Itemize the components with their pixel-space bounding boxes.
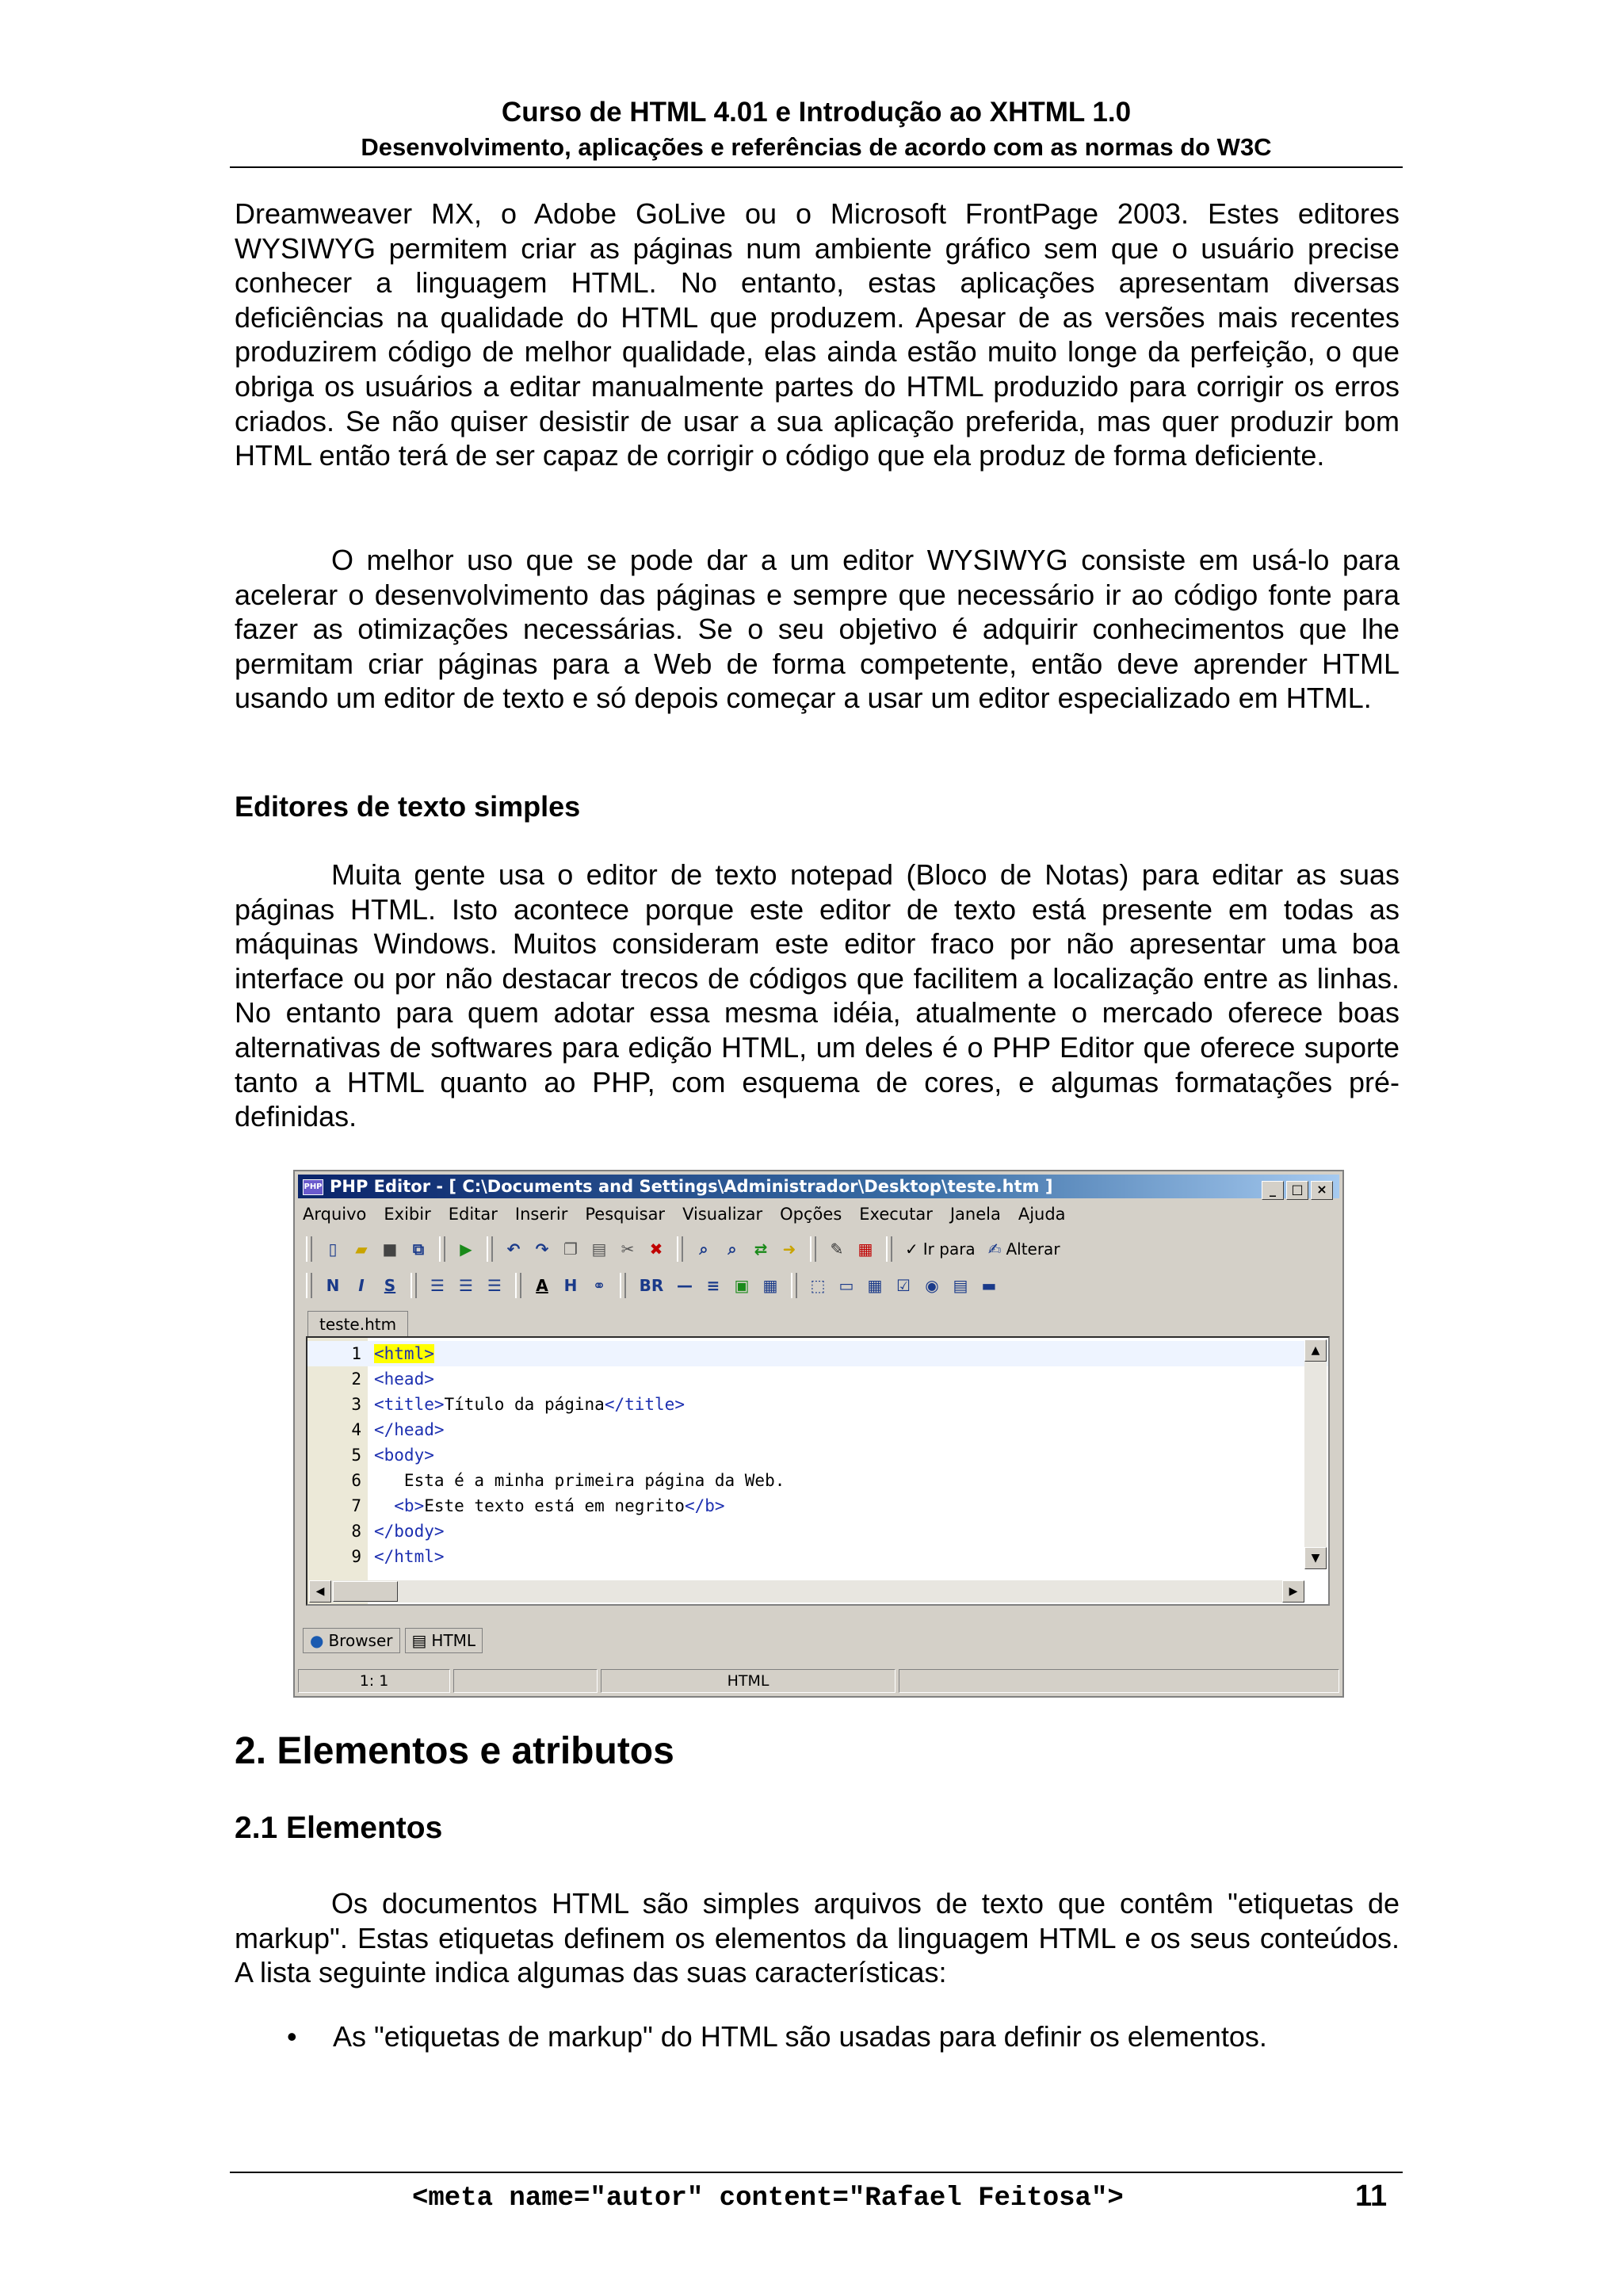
image-icon[interactable]: ▣ <box>734 1276 750 1295</box>
cut-icon[interactable]: ✂ <box>621 1240 635 1259</box>
line-break-icon[interactable]: BR <box>639 1276 664 1295</box>
code-text: Esta é a minha primeira página da Web. <box>374 1471 785 1490</box>
code-line <box>307 1544 1328 1569</box>
toolbar-grip <box>886 1236 892 1262</box>
line-number: 4 <box>351 1420 361 1439</box>
header-rule <box>230 166 1403 168</box>
listbox-icon[interactable]: ▤ <box>953 1276 968 1295</box>
goto-button[interactable] <box>902 1240 979 1259</box>
footer-code: <meta name="autor" content="Rafael Feitosa"> <box>412 2183 1124 2214</box>
horizontal-rule-icon[interactable]: — <box>677 1276 693 1295</box>
line-code <box>374 1493 725 1519</box>
code-text: Este texto está em negrito <box>424 1496 685 1515</box>
line-code <box>374 1366 434 1392</box>
paragraph-4: Os documentos HTML são simples arquivos de texto que contêm "etiquetas de markup". Estas etiquetas definem os elementos da linguagem HTML e os seus conteúdos. A lista seguinte indica algumas das suas características: <box>235 1887 1400 1989</box>
button-icon[interactable]: ▬ <box>981 1276 997 1295</box>
footer-rule <box>230 2172 1403 2173</box>
alter-label: Alterar <box>1006 1240 1060 1259</box>
close-button[interactable]: × <box>1311 1181 1333 1200</box>
align-left-icon[interactable]: ☰ <box>430 1276 445 1295</box>
code-tag-close: </b> <box>684 1496 725 1515</box>
italic-icon[interactable]: I <box>358 1276 365 1295</box>
menu-executar[interactable]: Executar <box>859 1205 933 1224</box>
goto-label: Ir para <box>922 1240 976 1259</box>
align-center-icon[interactable]: ☰ <box>459 1276 473 1295</box>
heading-icon[interactable]: H <box>563 1276 578 1295</box>
line-number: 5 <box>351 1446 361 1465</box>
vertical-scrollbar[interactable] <box>1304 1339 1327 1569</box>
toolbar-grip <box>810 1236 816 1262</box>
heading-elementos: 2.1 Elementos <box>235 1811 443 1845</box>
line-number: 1 <box>351 1344 361 1363</box>
code-tag-open: <html> <box>374 1344 434 1363</box>
replace-icon[interactable]: ⇄ <box>754 1240 768 1259</box>
paragraph-2: O melhor uso que se pode dar a um editor WYSIWYG consiste em usá-lo para acelerar o desenvolvimento das páginas e sempre que necessário ir ao código fonte para fazer as otimizações necessárias. Se o seu objetivo é adquirir conhecimentos que lhe permitam criar páginas para a Web de forma competente, então deve aprender HTML usando um editor de texto e só depois começar a usar um editor especializado em HTML. <box>235 544 1400 715</box>
php-editor-screenshot <box>293 1170 1344 1698</box>
toolbar-grip <box>306 1236 312 1262</box>
line-code <box>374 1544 445 1569</box>
undo-icon[interactable]: ↶ <box>506 1240 521 1259</box>
horizontal-scrollbar[interactable] <box>309 1580 1304 1603</box>
font-color-icon[interactable]: A <box>536 1276 548 1295</box>
scroll-right-icon[interactable]: ▶ <box>1282 1580 1304 1603</box>
image-link-icon[interactable]: ⚭ <box>592 1276 606 1295</box>
edit-pen-icon: ✍ <box>987 1240 1002 1259</box>
line-code <box>374 1442 434 1468</box>
status-empty-panel <box>453 1669 598 1693</box>
bold-icon[interactable]: N <box>326 1276 340 1295</box>
code-text: Título da página <box>444 1395 605 1414</box>
tab-browser[interactable] <box>303 1628 400 1653</box>
menu-bar <box>303 1205 1066 1224</box>
toolbar-grip <box>411 1273 417 1298</box>
view-tabs <box>303 1628 483 1653</box>
file-tabs <box>307 1311 408 1338</box>
tab-browser-label: Browser <box>328 1631 393 1650</box>
scroll-up-icon[interactable]: ▲ <box>1304 1339 1327 1362</box>
paragraph-1: Dreamweaver MX, o Adobe GoLive ou o Microsoft FrontPage 2003. Estes editores WYSIWYG permitem criar as páginas num ambiente gráfico sem que o usuário precise conhecer a linguagem HTML. No entanto, estas aplicações apresentam diversas deficiências na qualidade do HTML que produzem. Apesar de as versões mais recentes produzirem código de melhor qualidade, elas ainda estão muito longe da perfeição, o que obriga os usuários a editar manualmente partes do HTML produzido para corrigir os erros criados. Se não quiser desistir de usar a sua aplicação preferida, mas quer produzir bom HTML então terá de ser capaz de corrigir o código que ela produz de forma deficiente. <box>235 197 1400 472</box>
minimize-button[interactable]: _ <box>1262 1181 1284 1200</box>
code-tag-open: </body> <box>374 1522 445 1541</box>
code-line <box>307 1442 1328 1468</box>
line-number: 9 <box>351 1547 361 1566</box>
radio-icon[interactable]: ◉ <box>925 1276 939 1295</box>
globe-icon: ● <box>310 1631 324 1650</box>
underline-icon[interactable]: S <box>384 1276 396 1295</box>
tab-teste-htm[interactable]: teste.htm <box>307 1311 408 1337</box>
line-number: 3 <box>351 1395 361 1414</box>
toolbar-grip <box>439 1236 445 1262</box>
delete-icon[interactable]: ✖ <box>649 1240 663 1259</box>
code-tag-open: </html> <box>374 1547 445 1566</box>
menu-ajuda[interactable]: Ajuda <box>1018 1205 1066 1224</box>
status-mode: HTML <box>601 1669 896 1693</box>
document-icon: ▤ <box>411 1631 427 1650</box>
tab-html-label: HTML <box>431 1631 476 1650</box>
toolbar-grip <box>620 1273 626 1298</box>
align-right-icon[interactable]: ☰ <box>487 1276 502 1295</box>
menu-inserir[interactable]: Inserir <box>514 1205 568 1224</box>
paste-icon[interactable]: ▤ <box>591 1240 607 1259</box>
line-number: 6 <box>351 1471 361 1490</box>
code-tag-open: <head> <box>374 1370 434 1389</box>
toolbar-grip <box>515 1273 521 1298</box>
menu-janela[interactable]: Janela <box>949 1205 1001 1224</box>
line-code <box>374 1468 785 1493</box>
alter-button[interactable] <box>985 1240 1064 1259</box>
code-lines <box>307 1341 1328 1569</box>
checkbox-icon[interactable]: ☑ <box>896 1276 911 1295</box>
bullet-marker: • <box>287 2020 297 2053</box>
run-icon[interactable]: ▶ <box>460 1240 472 1259</box>
code-editor[interactable] <box>306 1336 1330 1606</box>
line-number: 7 <box>351 1496 361 1515</box>
menu-opcoes[interactable]: Opções <box>780 1205 842 1224</box>
heading-elementos-e-atributos: 2. Elementos e atributos <box>235 1730 674 1772</box>
editor-title-bar <box>298 1175 1339 1198</box>
menu-exibir[interactable]: Exibir <box>384 1205 431 1224</box>
scroll-down-icon[interactable]: ▼ <box>1304 1547 1327 1569</box>
status-cursor-position: 1: 1 <box>298 1669 450 1693</box>
toolbar-grip <box>677 1236 683 1262</box>
redo-icon[interactable]: ↷ <box>535 1240 549 1259</box>
find-icon[interactable]: ⌕ <box>699 1240 708 1259</box>
php-app-icon: PHP <box>303 1179 323 1195</box>
editor-window-title: PHP Editor - [ C:\Documents and Settings\Administrador\Desktop\teste.htm ] <box>330 1177 1053 1196</box>
horizontal-scroll-thumb[interactable] <box>333 1581 398 1602</box>
scroll-left-icon[interactable]: ◀ <box>309 1580 331 1603</box>
code-tag-open: <title> <box>374 1395 445 1414</box>
toolbar-grip <box>791 1273 797 1298</box>
line-code <box>374 1341 434 1366</box>
code-line <box>307 1392 1328 1417</box>
menu-editar[interactable]: Editar <box>448 1205 498 1224</box>
find-next-icon[interactable]: ⌕ <box>727 1240 737 1259</box>
save-icon[interactable]: ■ <box>382 1240 398 1259</box>
code-tag-open: <b> <box>374 1496 425 1515</box>
header-title: Curso de HTML 4.01 e Introdução ao XHTML 1.0 <box>501 97 1132 128</box>
toolbar-format <box>303 1270 1000 1301</box>
header-subtitle: Desenvolvimento, aplicações e referências de acordo com as normas do W3C <box>361 133 1272 161</box>
line-number: 2 <box>351 1370 361 1389</box>
line-number: 8 <box>351 1522 361 1541</box>
code-line <box>307 1493 1328 1519</box>
grid-icon[interactable]: ▦ <box>867 1276 883 1295</box>
section-subheading: Editores de texto simples <box>235 790 581 823</box>
code-line <box>307 1468 1328 1493</box>
form-icon[interactable]: ⬚ <box>810 1276 826 1295</box>
code-line <box>307 1417 1328 1442</box>
menu-pesquisar[interactable]: Pesquisar <box>585 1205 666 1224</box>
line-code <box>374 1417 445 1442</box>
open-folder-icon[interactable]: ▰ <box>355 1240 368 1259</box>
paragraph-3: Muita gente usa o editor de texto notepad (Bloco de Notas) para editar as suas páginas HTML. Isto acontece porque este editor de texto está presente em todas as máquinas Windows. Muitos consideram este editor fraco por não apresentar uma boa interface ou por não destacar trecos de códigos que facilitem a localização entre as linhas. No entanto para quem adotar essa mesma idéia, atualmente o mercado oferece boas alternativas de softwares para edição HTML, um deles é o PHP Editor que oferece suporte tanto a HTML quanto ao PHP, com esquema de cores, e algumas formatações pré-definidas. <box>235 858 1400 1133</box>
code-line <box>307 1366 1328 1392</box>
table-icon[interactable]: ▦ <box>762 1276 778 1295</box>
code-line <box>307 1341 1328 1366</box>
status-empty-panel-2 <box>899 1669 1339 1693</box>
maximize-button[interactable]: □ <box>1286 1181 1308 1200</box>
color-icon[interactable]: ▦ <box>857 1240 873 1259</box>
save-all-icon[interactable]: ⧉ <box>412 1240 425 1259</box>
toolbar-grip <box>306 1273 312 1298</box>
goto-icon[interactable]: ➜ <box>782 1240 796 1259</box>
code-tag-open: <body> <box>374 1446 434 1465</box>
tab-html[interactable] <box>405 1628 483 1653</box>
line-code <box>374 1392 685 1417</box>
status-bar <box>298 1669 1339 1693</box>
menu-visualizar[interactable]: Visualizar <box>682 1205 763 1224</box>
menu-arquivo[interactable]: Arquivo <box>303 1205 367 1224</box>
list-icon[interactable]: ≡ <box>706 1276 720 1295</box>
copy-icon[interactable]: ❐ <box>563 1240 578 1259</box>
new-file-icon[interactable]: ▯ <box>328 1240 338 1259</box>
bullet-item-1: As "etiquetas de markup" do HTML são usadas para definir os elementos. <box>333 2020 1267 2053</box>
code-tag-open: </head> <box>374 1420 445 1439</box>
check-icon: ✓ <box>905 1240 918 1259</box>
page-number: 11 <box>1355 2179 1388 2213</box>
code-tag-close: </title> <box>604 1395 685 1414</box>
toolbar-grip <box>487 1236 493 1262</box>
line-code <box>374 1519 445 1544</box>
code-line <box>307 1519 1328 1544</box>
toolbar-main <box>303 1233 1064 1265</box>
paint-icon[interactable]: ✎ <box>830 1240 844 1259</box>
textbox-icon[interactable]: ▭ <box>838 1276 854 1295</box>
